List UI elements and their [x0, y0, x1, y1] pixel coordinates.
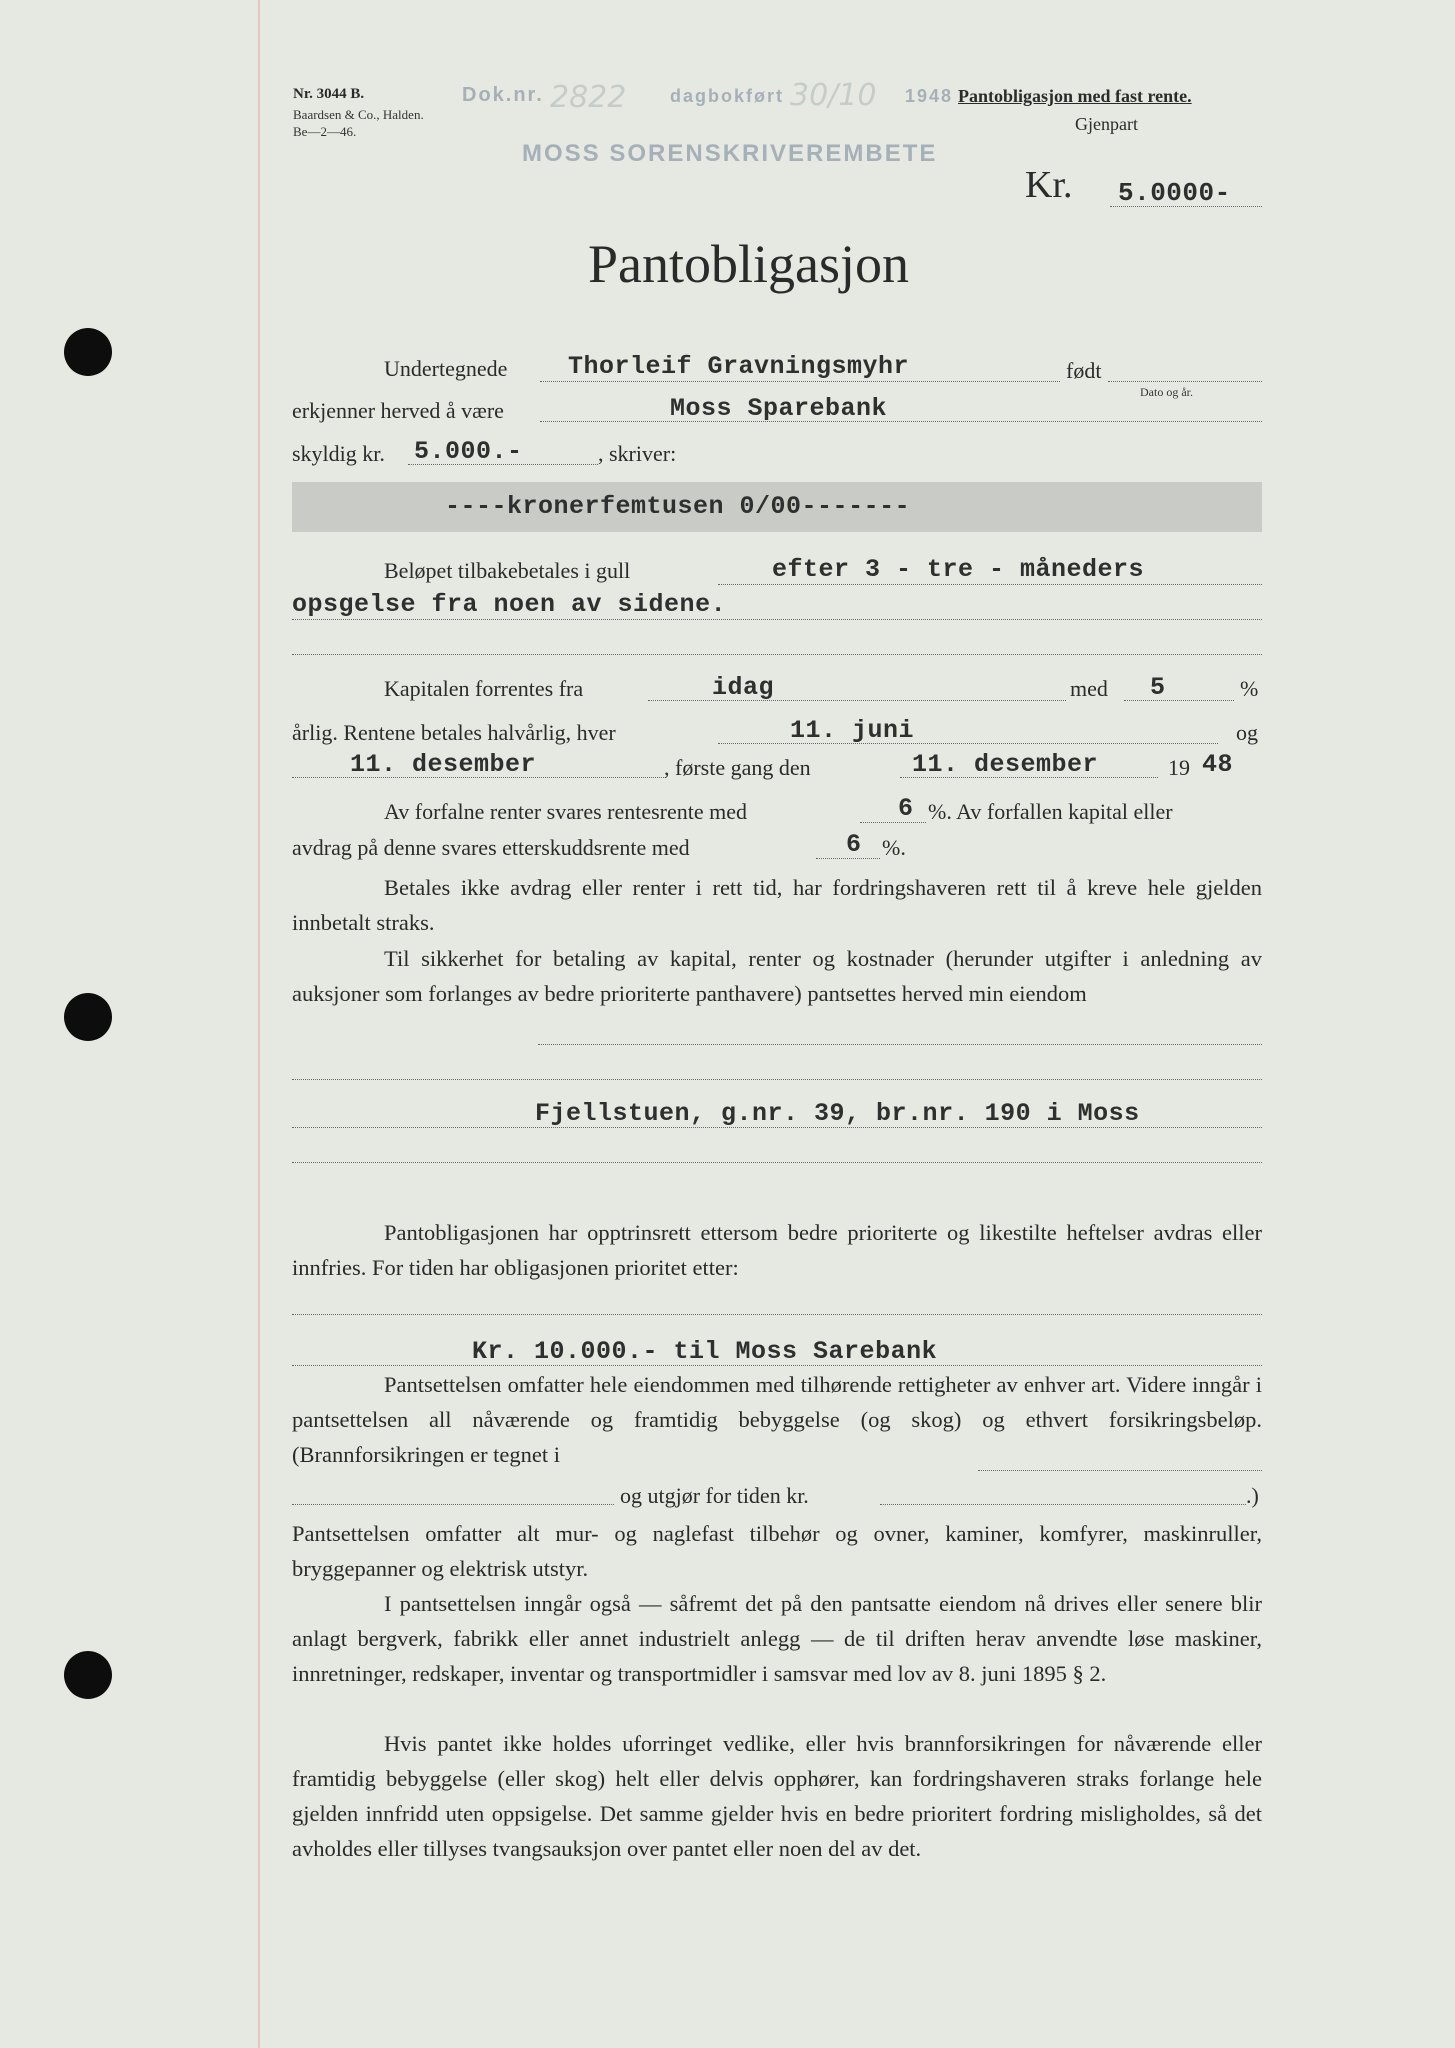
kapitalen-label: Kapitalen forrentes fra — [384, 676, 584, 701]
dotted-line — [292, 777, 664, 778]
dagbokfort-label: dagbokført — [670, 86, 784, 106]
dotted-line — [292, 1162, 1262, 1163]
bergverk-paragraph: I pantsettelsen inngår også — såfremt det på den pantsatte eiendom nå drives eller senere blir anlagt bergverk, fabrikk eller annet industrielt anlegg — de til driften herav anvendte løse maskiner, innretninger, redskaper, inventar og transportmidler i samsvar med lov av 8. juni 1895 § 2. — [292, 1591, 1262, 1686]
betales-paragraph: Betales ikke avdrag eller renter i rett tid, har fordringshaveren rett til å kreve hele gjelden innbetalt straks. — [292, 875, 1262, 935]
form-title: Pantobligasjon med fast rente. — [958, 86, 1192, 106]
dotted-line — [900, 777, 1158, 778]
forste-value: 11. desember — [912, 750, 1099, 779]
percent-sign: % — [1240, 676, 1259, 701]
undertegnede-label: Undertegnede — [384, 356, 508, 381]
belopet-value-1: efter 3 - tre - måneders — [772, 555, 1145, 584]
forste-label: , første gang den — [664, 755, 811, 780]
stamp-year: 1948 — [905, 86, 954, 106]
page-title: Pantobligasjon — [588, 234, 909, 294]
dotted-line — [292, 1365, 1262, 1366]
skyldig-label: skyldig kr. — [292, 441, 385, 466]
century-label: 19 — [1168, 755, 1190, 780]
dato-label: Dato og år. — [1140, 385, 1193, 399]
dotted-line — [1110, 206, 1262, 207]
sikkerhet-paragraph: Til sikkerhet for betaling av kapital, renter og kostnader (herunder utgifter i anledning av auksjoner som forlanges av bedre prioriterte panthavere) pantsettes herved min eiendom — [292, 946, 1262, 1006]
year-value: 48 — [1202, 750, 1234, 779]
tilbehor-paragraph: Pantsettelsen omfatter alt mur- og naglefast tilbehør og ovner, kaminer, komfyrer, maskinruller, bryggepanner og elektrisk utstyr. — [292, 1521, 1262, 1581]
dotted-line — [860, 822, 926, 823]
arlig-value: 11. juni — [790, 716, 915, 745]
avdrag-label: avdrag på denne svares etterskuddsrente med — [292, 835, 690, 860]
dotted-line — [880, 1504, 1246, 1505]
skyldig-value: 5.000.- — [414, 437, 523, 466]
dok-label: Dok.nr. — [462, 84, 544, 106]
dotted-line — [540, 381, 1060, 382]
dotted-line — [292, 1079, 1262, 1080]
forfalne-label: Av forfalne renter svares rentesrente med — [384, 799, 748, 824]
med-label: med — [1070, 676, 1108, 701]
dotted-line — [540, 421, 1262, 422]
prioritet-value: Kr. 10.000.- til Moss Sarebank — [472, 1337, 938, 1366]
opptrinsrett-paragraph: Pantobligasjonen har opptrinsrett ettersom bedre prioriterte og likestilte heftelser avdras eller innfries. For tiden har obligasjonen prioritet etter: — [292, 1220, 1262, 1280]
pantsettelsen-paragraph: Pantsettelsen omfatter hele eiendommen med tilhørende rettigheter av enhver art. Videre inngår i pantsettelsen all nåværende og framtidig bebyggelse (og skog) og ethvert forsikringsbeløp. (Brannforsikringen er tegnet i — [292, 1372, 1262, 1467]
og-label: og — [1236, 720, 1258, 745]
dotted-line — [816, 858, 880, 859]
margin-line — [258, 0, 260, 2048]
dok-number: 2822 — [550, 80, 627, 115]
property-value: Fjellstuen, g.nr. 39, br.nr. 190 i Moss — [535, 1099, 1140, 1128]
dotted-line — [292, 1504, 614, 1505]
forfalne-value: 6 — [898, 794, 914, 823]
gjenpart-label: Gjenpart — [1075, 114, 1138, 134]
dotted-line — [292, 1127, 1262, 1128]
forfalne-rest: %. Av forfallen kapital eller — [928, 799, 1173, 824]
dotted-line — [538, 1044, 1262, 1045]
printer-name: Baardsen & Co., Halden. — [293, 107, 424, 122]
dotted-line — [292, 654, 1262, 655]
dotted-line — [718, 584, 1262, 585]
rate-value: 5 — [1150, 673, 1166, 702]
kapitalen-value: idag — [712, 673, 775, 702]
form-number: Nr. 3044 B. — [293, 86, 365, 102]
kr-label: Kr. — [1025, 164, 1073, 206]
belopet-label: Beløpet tilbakebetales i gull — [384, 558, 631, 583]
dotted-line — [408, 464, 598, 465]
punch-hole — [64, 1651, 112, 1699]
second-date: 11. desember — [350, 750, 537, 779]
dotted-line — [718, 743, 1218, 744]
dotted-line — [1108, 381, 1262, 382]
avdrag-rest: %. — [882, 835, 906, 860]
erkjenner-label: erkjenner herved å være — [292, 398, 504, 423]
dotted-line — [978, 1470, 1262, 1471]
avdrag-value: 6 — [846, 830, 862, 859]
punch-hole — [64, 328, 112, 376]
amount-words: ----kronerfemtusen 0/00------- — [445, 492, 911, 521]
erkjenner-value: Moss Sparebank — [670, 394, 888, 423]
utgjor-close: .) — [1246, 1483, 1259, 1508]
dotted-line — [292, 619, 1262, 620]
skriver-label: , skriver: — [598, 441, 677, 466]
punch-hole — [64, 993, 112, 1041]
office-stamp: MOSS SORENSKRIVEREMBETE — [522, 140, 938, 167]
dagbokfort-date: 30/10 — [790, 78, 877, 113]
utgjor-text: og utgjør for tiden kr. — [620, 1483, 809, 1508]
belopet-value-2: opsgelse fra noen av sidene. — [292, 590, 727, 619]
undertegnede-value: Thorleif Gravningsmyhr — [568, 352, 910, 381]
print-code: Be—2—46. — [293, 124, 357, 139]
dotted-line — [1124, 700, 1234, 701]
vedlike-paragraph: Hvis pantet ikke holdes uforringet vedlike, eller hvis brannforsikringen for nåværende eller framtidig bebyggelse (eller skog) helt eller delvis opphører, kan fordringshaveren straks forlange hele gjelden innfridd uten oppsigelse. Det samme gjelder hvis en bedre prioritert fordring misligholdes, så det avholdes eller tillyses tvangsauksjon over pantet eller noen del av det. — [292, 1731, 1262, 1861]
dotted-line — [292, 1314, 1262, 1315]
dotted-line — [648, 700, 1066, 701]
fodt-label: født — [1066, 358, 1102, 383]
arlig-label: årlig. Rentene betales halvårlig, hver — [292, 720, 616, 745]
kr-amount: 5.0000- — [1118, 178, 1231, 208]
